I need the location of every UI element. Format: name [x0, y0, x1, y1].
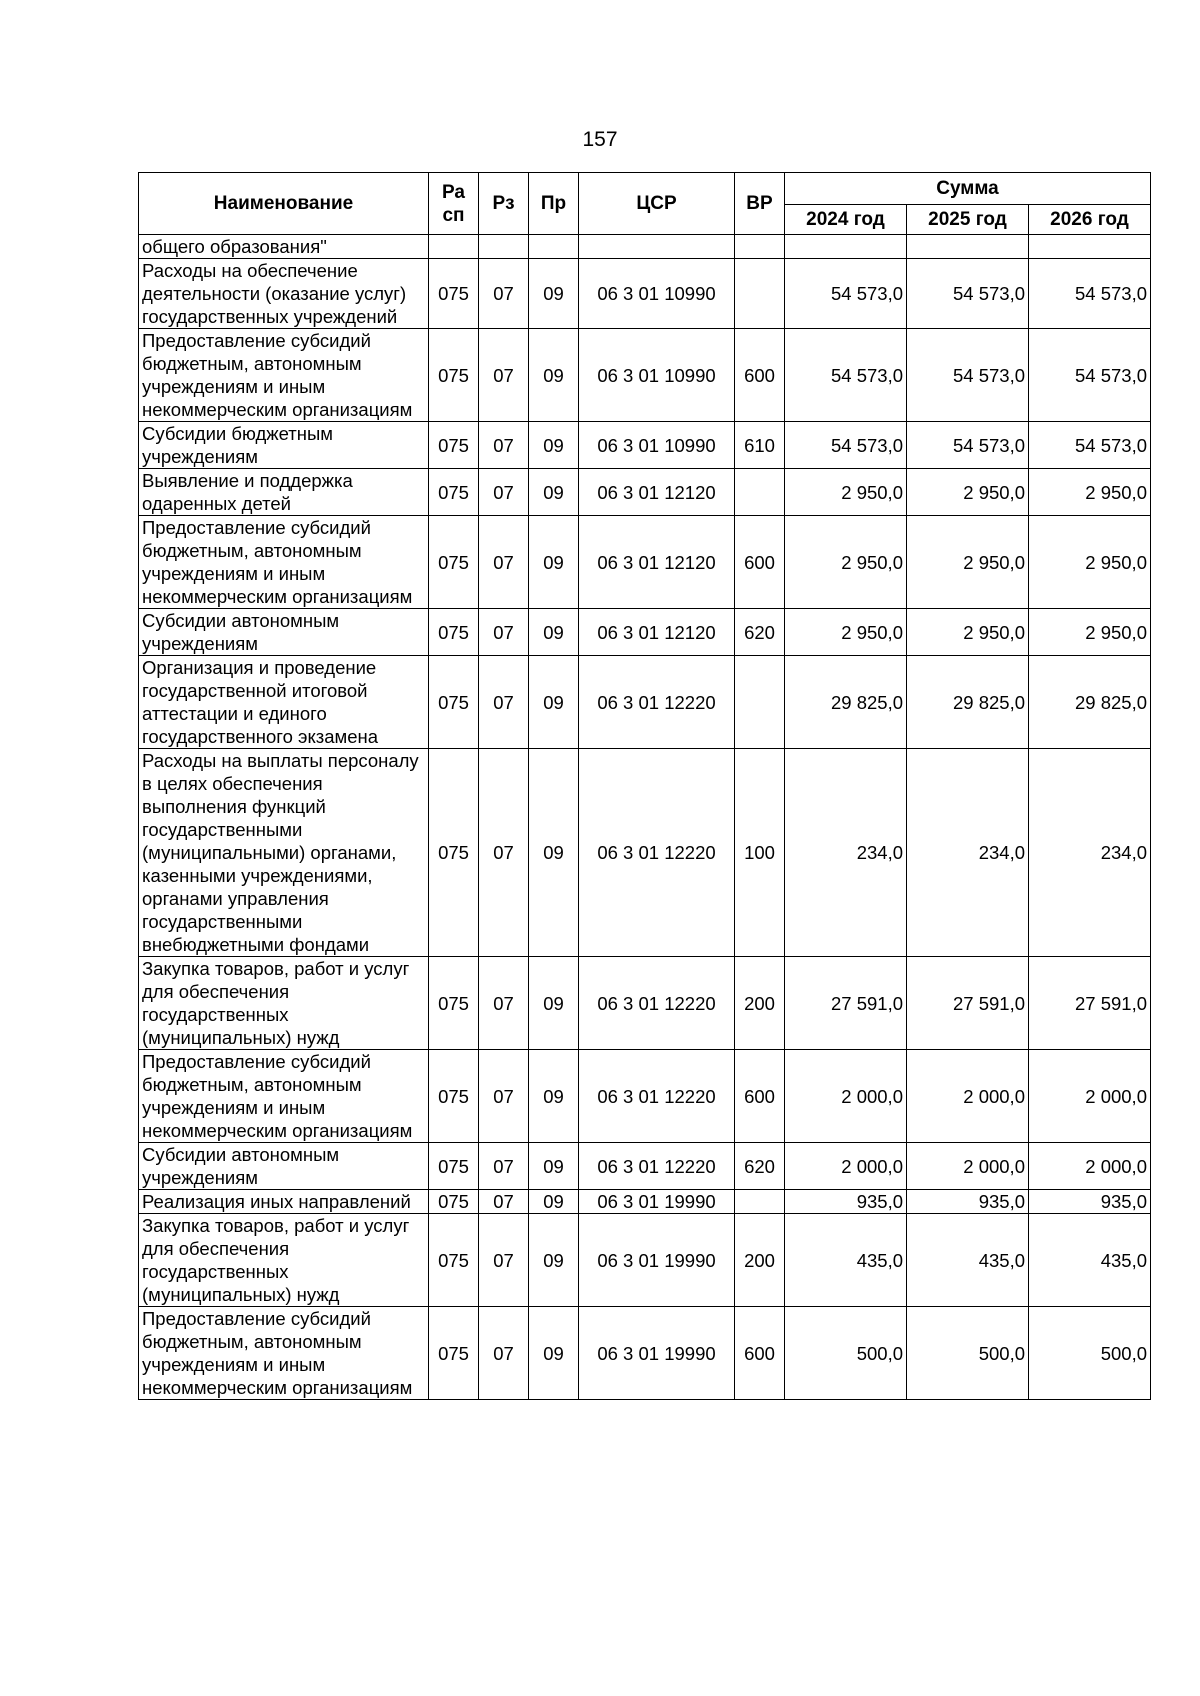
row-rz: 07 [479, 957, 529, 1050]
row-amount-2025: 500,0 [907, 1307, 1029, 1400]
row-amount-2025: 2 950,0 [907, 469, 1029, 516]
row-vr: 610 [735, 422, 785, 469]
row-rz: 07 [479, 1050, 529, 1143]
row-rz: 07 [479, 1143, 529, 1190]
row-rasp: 075 [429, 1214, 479, 1307]
row-vr: 600 [735, 329, 785, 422]
row-pr: 09 [529, 609, 579, 656]
row-name: общего образования" [139, 235, 429, 259]
row-rasp: 075 [429, 749, 479, 957]
row-pr: 09 [529, 259, 579, 329]
row-csr: 06 3 01 12220 [579, 749, 735, 957]
row-name: Расходы на обеспечение деятельности (оказание услуг) государственных учреждений [139, 259, 429, 329]
row-rz: 07 [479, 1190, 529, 1214]
row-amount-2024: 435,0 [785, 1214, 907, 1307]
row-pr: 09 [529, 516, 579, 609]
header-2025: 2025 год [907, 205, 1029, 235]
row-amount-2025 [907, 235, 1029, 259]
row-rasp: 075 [429, 1143, 479, 1190]
row-pr: 09 [529, 749, 579, 957]
row-vr [735, 259, 785, 329]
row-amount-2024: 234,0 [785, 749, 907, 957]
row-amount-2026: 2 000,0 [1029, 1143, 1151, 1190]
row-amount-2026: 29 825,0 [1029, 656, 1151, 749]
row-amount-2024: 27 591,0 [785, 957, 907, 1050]
header-sum: Сумма [785, 173, 1151, 205]
row-amount-2024: 2 950,0 [785, 516, 907, 609]
row-amount-2026: 2 000,0 [1029, 1050, 1151, 1143]
row-rasp: 075 [429, 957, 479, 1050]
row-amount-2026: 234,0 [1029, 749, 1151, 957]
row-amount-2024: 2 000,0 [785, 1050, 907, 1143]
row-amount-2025: 29 825,0 [907, 656, 1029, 749]
row-amount-2026: 500,0 [1029, 1307, 1151, 1400]
row-csr: 06 3 01 12220 [579, 957, 735, 1050]
row-vr: 200 [735, 1214, 785, 1307]
row-amount-2024: 54 573,0 [785, 259, 907, 329]
row-csr: 06 3 01 12220 [579, 1143, 735, 1190]
row-name: Субсидии автономным учреждениям [139, 609, 429, 656]
row-csr: 06 3 01 19990 [579, 1214, 735, 1307]
row-pr: 09 [529, 1214, 579, 1307]
row-rasp: 075 [429, 329, 479, 422]
row-rz: 07 [479, 1214, 529, 1307]
row-amount-2024 [785, 235, 907, 259]
row-vr [735, 235, 785, 259]
header-pr: Пр [529, 173, 579, 235]
row-csr: 06 3 01 19990 [579, 1307, 735, 1400]
header-rz: Рз [479, 173, 529, 235]
row-csr: 06 3 01 12220 [579, 656, 735, 749]
row-vr: 620 [735, 1143, 785, 1190]
row-name: Предоставление субсидий бюджетным, автономным учреждениям и иным некоммерческим организациям [139, 1307, 429, 1400]
row-pr: 09 [529, 1307, 579, 1400]
row-pr: 09 [529, 656, 579, 749]
row-amount-2025: 2 950,0 [907, 609, 1029, 656]
header-vr: ВР [735, 173, 785, 235]
table-row [139, 469, 1151, 516]
row-name: Предоставление субсидий бюджетным, автономным учреждениям и иным некоммерческим организациям [139, 516, 429, 609]
table-row [139, 1190, 1151, 1214]
row-amount-2025: 2 000,0 [907, 1143, 1029, 1190]
row-pr: 09 [529, 469, 579, 516]
table-row [139, 329, 1151, 422]
row-amount-2025: 54 573,0 [907, 422, 1029, 469]
table-row [139, 516, 1151, 609]
row-vr: 620 [735, 609, 785, 656]
row-name: Закупка товаров, работ и услуг для обеспечения государственных (муниципальных) нужд [139, 957, 429, 1050]
row-pr: 09 [529, 957, 579, 1050]
row-amount-2026: 2 950,0 [1029, 609, 1151, 656]
row-amount-2024: 54 573,0 [785, 422, 907, 469]
row-amount-2025: 54 573,0 [907, 329, 1029, 422]
row-rasp: 075 [429, 422, 479, 469]
row-name: Реализация иных направлений [139, 1190, 429, 1214]
row-vr: 600 [735, 1050, 785, 1143]
row-amount-2024: 2 000,0 [785, 1143, 907, 1190]
row-csr: 06 3 01 10990 [579, 329, 735, 422]
row-csr: 06 3 01 10990 [579, 422, 735, 469]
row-rz [479, 235, 529, 259]
row-vr: 100 [735, 749, 785, 957]
row-name: Закупка товаров, работ и услуг для обеспечения государственных (муниципальных) нужд [139, 1214, 429, 1307]
table-row [139, 749, 1151, 957]
row-rz: 07 [479, 749, 529, 957]
row-name: Выявление и поддержка одаренных детей [139, 469, 429, 516]
row-amount-2026: 54 573,0 [1029, 329, 1151, 422]
row-amount-2026 [1029, 235, 1151, 259]
row-rz: 07 [479, 259, 529, 329]
row-rasp: 075 [429, 609, 479, 656]
row-name: Субсидии автономным учреждениям [139, 1143, 429, 1190]
row-amount-2025: 27 591,0 [907, 957, 1029, 1050]
row-vr: 600 [735, 1307, 785, 1400]
row-amount-2026: 935,0 [1029, 1190, 1151, 1214]
header-rasp: Ра сп [429, 173, 479, 235]
row-amount-2026: 27 591,0 [1029, 957, 1151, 1050]
row-csr [579, 235, 735, 259]
row-amount-2024: 500,0 [785, 1307, 907, 1400]
table-row [139, 656, 1151, 749]
row-rasp: 075 [429, 516, 479, 609]
row-rz: 07 [479, 469, 529, 516]
row-amount-2026: 2 950,0 [1029, 516, 1151, 609]
budget-table [138, 172, 1151, 1400]
table-row [139, 609, 1151, 656]
row-amount-2026: 2 950,0 [1029, 469, 1151, 516]
row-rasp: 075 [429, 656, 479, 749]
row-csr: 06 3 01 12120 [579, 609, 735, 656]
row-name: Предоставление субсидий бюджетным, автономным учреждениям и иным некоммерческим организациям [139, 329, 429, 422]
row-vr [735, 1190, 785, 1214]
row-rasp: 075 [429, 1190, 479, 1214]
row-amount-2024: 2 950,0 [785, 609, 907, 656]
row-pr [529, 235, 579, 259]
header-2026: 2026 год [1029, 205, 1151, 235]
row-rasp: 075 [429, 469, 479, 516]
table-row [139, 1143, 1151, 1190]
row-rasp [429, 235, 479, 259]
row-rasp: 075 [429, 1307, 479, 1400]
table-row [139, 1307, 1151, 1400]
row-amount-2026: 54 573,0 [1029, 422, 1151, 469]
row-csr: 06 3 01 10990 [579, 259, 735, 329]
row-name: Организация и проведение государственной итоговой аттестации и единого государственного экзамена [139, 656, 429, 749]
row-amount-2026: 435,0 [1029, 1214, 1151, 1307]
row-amount-2024: 2 950,0 [785, 469, 907, 516]
row-vr: 600 [735, 516, 785, 609]
table-row [139, 957, 1151, 1050]
table-row [139, 259, 1151, 329]
row-amount-2026: 54 573,0 [1029, 259, 1151, 329]
row-amount-2025: 54 573,0 [907, 259, 1029, 329]
row-name: Субсидии бюджетным учреждениям [139, 422, 429, 469]
row-amount-2025: 2 000,0 [907, 1050, 1029, 1143]
row-amount-2025: 2 950,0 [907, 516, 1029, 609]
row-csr: 06 3 01 12120 [579, 469, 735, 516]
table-header [139, 173, 1151, 235]
row-pr: 09 [529, 1050, 579, 1143]
row-amount-2025: 435,0 [907, 1214, 1029, 1307]
row-vr [735, 469, 785, 516]
row-name: Расходы на выплаты персоналу в целях обеспечения выполнения функций государственными (муниципальными) органами, казенными учреждениями, органами управления государственными внебюджетными фондами [139, 749, 429, 957]
row-name: Предоставление субсидий бюджетным, автономным учреждениям и иным некоммерческим организациям [139, 1050, 429, 1143]
row-rz: 07 [479, 1307, 529, 1400]
row-amount-2024: 935,0 [785, 1190, 907, 1214]
row-vr: 200 [735, 957, 785, 1050]
row-pr: 09 [529, 1190, 579, 1214]
row-pr: 09 [529, 329, 579, 422]
row-vr [735, 656, 785, 749]
table-row [139, 235, 1151, 259]
row-rz: 07 [479, 516, 529, 609]
header-csr: ЦСР [579, 173, 735, 235]
row-pr: 09 [529, 422, 579, 469]
row-csr: 06 3 01 12120 [579, 516, 735, 609]
row-pr: 09 [529, 1143, 579, 1190]
row-amount-2025: 935,0 [907, 1190, 1029, 1214]
table-row [139, 422, 1151, 469]
row-rz: 07 [479, 422, 529, 469]
table-row [139, 1214, 1151, 1307]
row-csr: 06 3 01 19990 [579, 1190, 735, 1214]
row-amount-2025: 234,0 [907, 749, 1029, 957]
row-amount-2024: 54 573,0 [785, 329, 907, 422]
row-amount-2024: 29 825,0 [785, 656, 907, 749]
table-row [139, 1050, 1151, 1143]
row-rz: 07 [479, 329, 529, 422]
header-name: Наименование [139, 173, 429, 235]
table-body [139, 235, 1151, 1400]
header-2024: 2024 год [785, 205, 907, 235]
row-csr: 06 3 01 12220 [579, 1050, 735, 1143]
row-rasp: 075 [429, 1050, 479, 1143]
row-rz: 07 [479, 656, 529, 749]
row-rasp: 075 [429, 259, 479, 329]
row-rz: 07 [479, 609, 529, 656]
page-number: 157 [582, 128, 618, 151]
